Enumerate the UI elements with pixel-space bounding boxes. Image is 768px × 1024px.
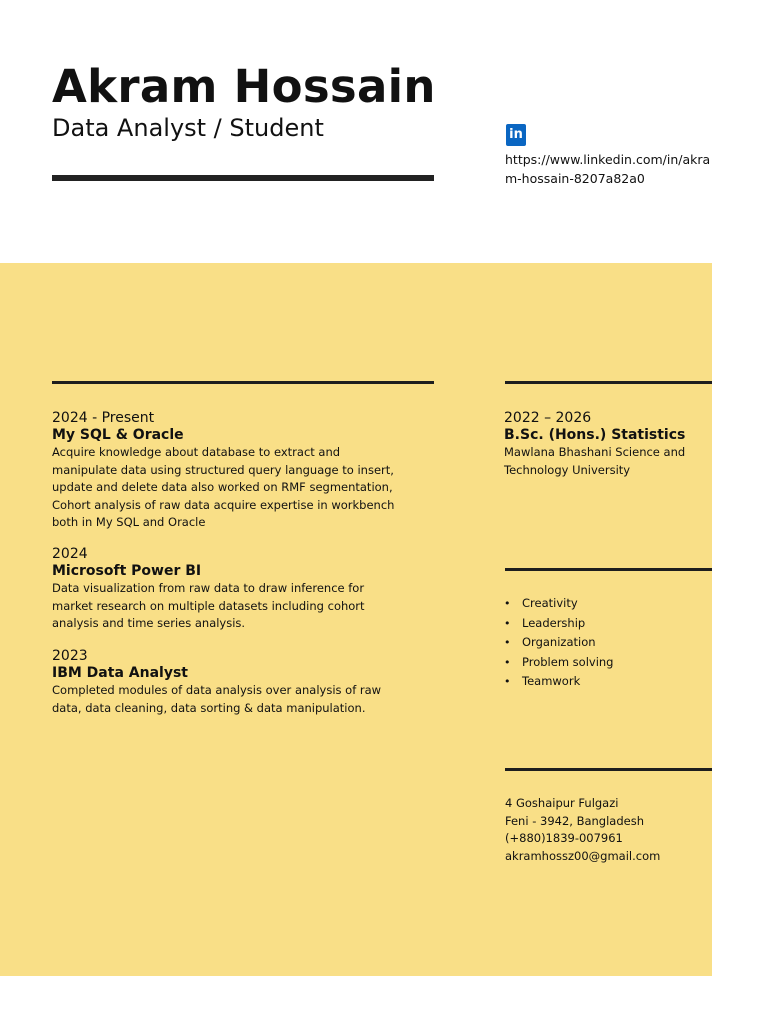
address-line: 4 Goshaipur Fulgazi [505, 796, 619, 810]
address-line: Feni - 3942, Bangladesh [505, 813, 645, 828]
header-divider [52, 175, 434, 181]
email-address[interactable]: akramhossz00@gmail.com [505, 848, 661, 863]
bullet-icon: • [504, 597, 511, 610]
education-entry [504, 410, 709, 479]
skill-label: Organization [522, 635, 596, 650]
education-degree: B.Sc. (Hons.) Statistics [504, 427, 686, 443]
education-institution: Mawlana Bhashani Science and Technology University [504, 445, 686, 477]
bullet-icon: • [504, 636, 511, 650]
bullet-icon: • [504, 616, 511, 630]
experience-description: Completed modules of data analysis over analysis of raw data, data cleaning, data sorting & data manipulation. [52, 683, 382, 715]
contact-block [505, 795, 660, 865]
bullet-icon: • [504, 655, 511, 669]
education-divider [505, 381, 712, 384]
skill-label: Teamwork [522, 674, 581, 689]
phone-number[interactable]: (+880)1839-007961 [505, 831, 623, 846]
skill-item [504, 653, 613, 673]
experience-title: My SQL & Oracle [52, 427, 184, 443]
experience-entry [52, 546, 402, 633]
job-title: Data Analyst / Student [52, 114, 324, 142]
skills-divider [505, 568, 712, 571]
skill-item [504, 614, 613, 634]
experience-title: IBM Data Analyst [52, 665, 188, 681]
education-date: 2022 – 2026 [504, 410, 592, 426]
skill-item [504, 594, 613, 614]
experience-date: 2023 [52, 648, 88, 664]
experience-date: 2024 - Present [52, 410, 155, 426]
candidate-name: Akram Hossain [52, 60, 436, 113]
skill-label: Leadership [522, 615, 586, 630]
skill-item [504, 672, 613, 692]
experience-divider [52, 381, 434, 384]
experience-entry [52, 648, 402, 717]
experience-entry [52, 410, 402, 532]
linkedin-icon[interactable]: in [506, 124, 526, 146]
linkedin-link[interactable]: https://www.linkedin.com/in/akram-hossain-8207a82a0 [505, 152, 711, 186]
experience-date: 2024 [52, 546, 88, 562]
experience-title: Microsoft Power BI [52, 563, 202, 579]
skills-list [504, 594, 613, 692]
skill-label: Problem solving [522, 654, 614, 669]
skill-item [504, 633, 613, 653]
experience-description: Acquire knowledge about database to extract and manipulate data using structured query language to insert, update and delete data also worked on RMF segmentation, Cohort analysis of raw data acquire expertise in workbench both in My SQL and Oracle [52, 445, 395, 530]
bullet-icon: • [504, 675, 511, 689]
skill-label: Creativity [522, 596, 578, 610]
experience-description: Data visualization from raw data to draw inference for market research on multiple datasets including cohort analysis and time series analysis. [52, 581, 365, 631]
contact-divider [505, 768, 712, 771]
